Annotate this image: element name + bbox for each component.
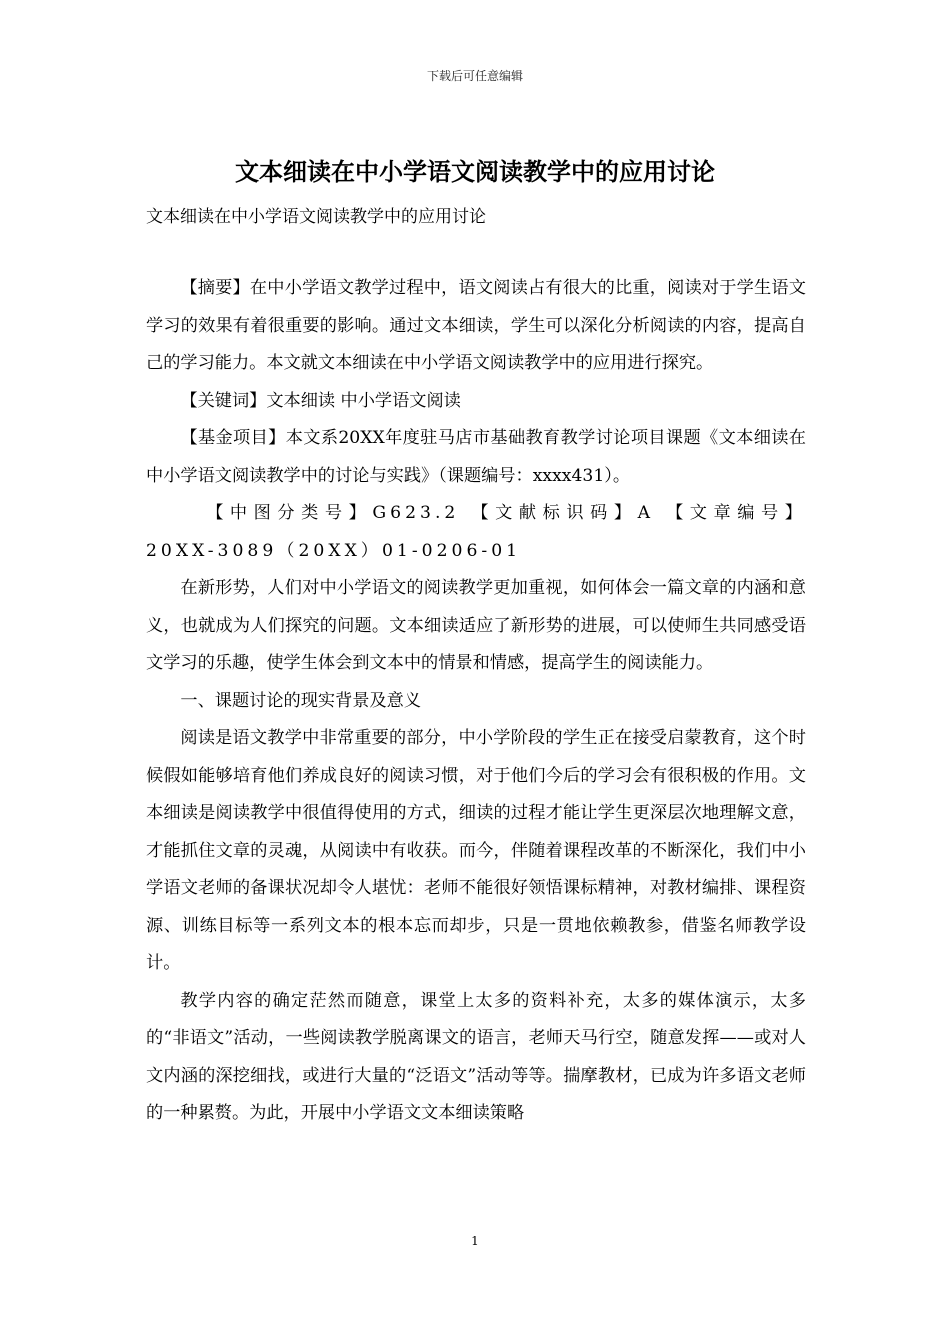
body-paragraph: 阅读是语文教学中非常重要的部分，中小学阶段的学生正在接受启蒙教育，这个时候假如能够培育他们养成良好的阅读习惯，对于他们今后的学习会有很积极的作用。文本细读是阅读教学中很值得使用的方式，细读的过程才能让学生更深层次地理解文意，才能抓住文章的灵魂，从阅读中有收获。而今，伴随着课程改革的不断深化，我们中小学语文老师的备课状况却令人堪忧：老师不能很好领悟课标精神，对教材编排、课程资源、训练目标等一系列文本的根本忘而却步，只是一贯地依赖教参，借鉴名师教学设计。 bbox=[146, 728, 806, 973]
classification-paragraph: 【中图分类号】G623.2 【文献标识码】A 【文章编号】20XX-3089（20XX）01-0206-01 bbox=[146, 503, 806, 561]
document-subtitle: 文本细读在中小学语文阅读教学中的应用讨论 bbox=[146, 207, 486, 227]
abstract-paragraph: 【摘要】在中小学语文教学过程中，语文阅读占有很大的比重，阅读对于学生语文学习的效果有着很重要的影响。通过文本细读，学生可以深化分析阅读的内容，提高自己的学习能力。本文就文本细读在中小学语文阅读教学中的应用进行探究。 bbox=[146, 278, 806, 373]
document-body bbox=[146, 270, 806, 1133]
intro-paragraph: 在新形势，人们对中小学语文的阅读教学更加重视，如何体会一篇文章的内涵和意义，也就成为人们探究的问题。文本细读适应了新形势的进展，可以使师生共同感受语文学习的乐趣，使学生体会到文本中的情景和情感，提高学生的阅读能力。 bbox=[146, 578, 806, 673]
fund-paragraph: 【基金项目】本文系20XX年度驻马店市基础教育教学讨论项目课题《文本细读在中小学语文阅读教学中的讨论与实践》（课题编号：xxxx431）。 bbox=[146, 428, 806, 486]
header-note: 下载后可任意编辑 bbox=[426, 69, 523, 83]
page-number: 1 bbox=[471, 1234, 479, 1248]
section-heading: 一、课题讨论的现实背景及意义 bbox=[180, 690, 422, 711]
body-paragraph: 教学内容的确定茫然而随意，课堂上太多的资料补充，太多的媒体演示，太多的“非语文”活动，一些阅读教学脱离课文的语言，老师天马行空，随意发挥——或对人文内涵的深挖细找，或进行大量的“泛语文”活动等等。揣摩教材，已成为许多语文老师的一种累赘。为此，开展中小学语文文本细读策略 bbox=[146, 990, 806, 1123]
document-title: 文本细读在中小学语文阅读教学中的应用讨论 bbox=[235, 158, 715, 186]
keywords-paragraph: 【关键词】文本细读 中小学语文阅读 bbox=[180, 390, 461, 411]
